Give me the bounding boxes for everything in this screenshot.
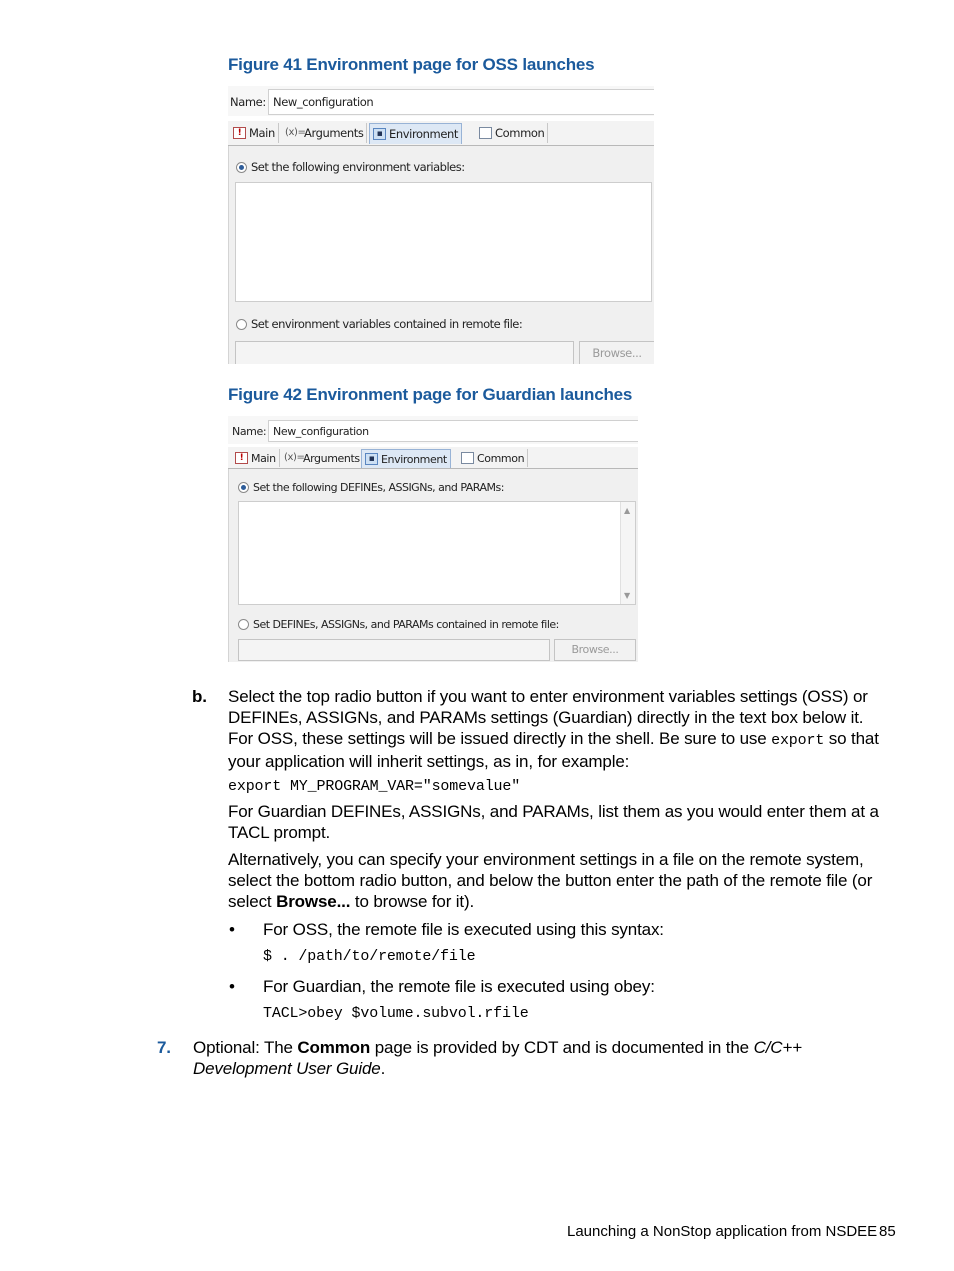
radio-unselected-icon bbox=[238, 619, 249, 630]
environment-panel bbox=[228, 469, 638, 662]
tab-label: Main bbox=[249, 126, 275, 140]
text-span: . bbox=[380, 1059, 386, 1078]
name-label: Name: bbox=[232, 425, 267, 438]
browse-button[interactable]: Browse... bbox=[579, 341, 654, 364]
environment-panel bbox=[228, 146, 654, 364]
tab-common[interactable] bbox=[458, 449, 528, 467]
scrollbar[interactable] bbox=[620, 502, 635, 604]
text-span: to browse for it). bbox=[350, 892, 475, 911]
text-line: Alternatively, you can specify your environment settings in a file on the remote system, bbox=[228, 850, 864, 869]
footer-section-title: Launching a NonStop application from NSDEE bbox=[567, 1223, 878, 1240]
radio-label: Set environment variables contained in remote file: bbox=[251, 317, 523, 331]
main-tab-icon: ! bbox=[233, 127, 246, 139]
tab-main[interactable] bbox=[230, 123, 279, 143]
radio-selected-icon bbox=[238, 482, 249, 493]
name-bar bbox=[228, 416, 638, 444]
code-example: export MY_PROGRAM_VAR="somevalue" bbox=[228, 778, 521, 795]
italic-text: Development User Guide bbox=[193, 1059, 381, 1078]
tab-common[interactable] bbox=[476, 123, 548, 143]
tab-environment[interactable] bbox=[369, 123, 462, 144]
text-line bbox=[228, 728, 908, 751]
text-span: For OSS, these settings will be issued directly in the shell. Be sure to use bbox=[228, 729, 772, 748]
figure-42-screenshot bbox=[228, 416, 638, 662]
tab-label: Arguments bbox=[304, 126, 364, 140]
step-7-label: 7. bbox=[157, 1038, 171, 1057]
inline-code: export bbox=[771, 732, 825, 749]
name-value: New_configuration bbox=[273, 95, 374, 109]
tab-label: Environment bbox=[381, 452, 447, 466]
radio-remote-file[interactable] bbox=[236, 317, 522, 331]
tab-main[interactable] bbox=[232, 449, 280, 467]
tab-label: Environment bbox=[389, 127, 459, 141]
step-7-paragraph bbox=[193, 1037, 893, 1079]
step-b-label: b. bbox=[192, 687, 207, 706]
main-tab-icon: ! bbox=[235, 452, 248, 464]
common-icon bbox=[461, 452, 474, 464]
scroll-up-icon[interactable]: ▲ bbox=[624, 506, 631, 515]
bullet-icon: • bbox=[229, 977, 235, 996]
environment-icon: ▪ bbox=[365, 453, 378, 465]
tab-label: Common bbox=[495, 126, 545, 140]
text-line: select the bottom radio button, and below the button enter the path of the remote file (or bbox=[228, 871, 873, 890]
tab-environment[interactable] bbox=[361, 449, 451, 468]
text-line: For Guardian DEFINEs, ASSIGNs, and PARAMs, list them as you would enter them at a bbox=[228, 802, 879, 821]
bold-text: Browse... bbox=[276, 892, 351, 911]
tab-label: Arguments bbox=[303, 451, 360, 465]
bullet-icon: • bbox=[229, 920, 235, 939]
page-number: 85 bbox=[879, 1223, 896, 1240]
tab-bar bbox=[228, 447, 638, 469]
text-line: your application will inherit settings, as in, for example: bbox=[228, 752, 630, 771]
radio-selected-icon bbox=[236, 162, 247, 173]
name-field[interactable] bbox=[268, 420, 638, 442]
text-line bbox=[193, 1058, 893, 1079]
text-span: page is provided by CDT and is documented in the bbox=[370, 1038, 754, 1057]
tab-bar bbox=[228, 121, 654, 146]
arguments-icon: (x)= bbox=[284, 452, 305, 463]
radio-unselected-icon bbox=[236, 319, 247, 330]
figure-41-caption: Figure 41 Environment page for OSS launches bbox=[228, 55, 595, 74]
bold-text: Common bbox=[297, 1038, 371, 1057]
text-span: select bbox=[228, 892, 277, 911]
figure-41-screenshot bbox=[228, 86, 654, 364]
environment-icon: ▪ bbox=[373, 128, 386, 140]
step-b-paragraph-3 bbox=[228, 849, 908, 912]
bullet-1-code: $ . /path/to/remote/file bbox=[263, 948, 476, 965]
text-line bbox=[193, 1037, 893, 1058]
tab-label: Main bbox=[251, 451, 276, 465]
radio-set-defines[interactable] bbox=[238, 481, 504, 494]
scroll-down-icon[interactable]: ▼ bbox=[624, 591, 631, 600]
radio-remote-file[interactable] bbox=[238, 618, 559, 631]
step-b-paragraph-1 bbox=[228, 686, 908, 772]
italic-text: C/C++ bbox=[753, 1038, 802, 1057]
remote-file-input[interactable] bbox=[238, 639, 550, 661]
name-field[interactable] bbox=[268, 89, 654, 115]
variables-text-area[interactable] bbox=[235, 182, 652, 302]
arguments-icon: (x)= bbox=[285, 127, 306, 138]
bullet-2-code: TACL>obey $volume.subvol.rfile bbox=[263, 1005, 529, 1022]
defines-text-area[interactable] bbox=[238, 501, 636, 605]
text-span: so that bbox=[824, 729, 879, 748]
remote-file-input[interactable] bbox=[235, 341, 574, 364]
tab-label: Common bbox=[477, 451, 525, 465]
name-bar bbox=[228, 86, 654, 116]
bullet-2-text: For Guardian, the remote file is executed using obey: bbox=[263, 977, 655, 996]
tab-arguments[interactable] bbox=[282, 123, 367, 143]
name-label: Name: bbox=[230, 95, 266, 109]
bullet-1-text: For OSS, the remote file is executed using this syntax: bbox=[263, 920, 664, 939]
radio-set-variables[interactable] bbox=[236, 160, 465, 174]
radio-label: Set the following DEFINEs, ASSIGNs, and PARAMs: bbox=[253, 481, 504, 494]
browse-button[interactable]: Browse... bbox=[554, 639, 636, 661]
step-b-paragraph-2 bbox=[228, 801, 908, 843]
text-line bbox=[228, 891, 908, 912]
tab-arguments[interactable] bbox=[281, 449, 364, 467]
text-line: DEFINEs, ASSIGNs, and PARAMs settings (Guardian) directly in the text box below it. bbox=[228, 708, 864, 727]
common-icon bbox=[479, 127, 492, 139]
text-span: Optional: The bbox=[193, 1038, 298, 1057]
text-line: TACL prompt. bbox=[228, 823, 331, 842]
text-line: Select the top radio button if you want to enter environment variables settings (OSS) or bbox=[228, 687, 868, 706]
radio-label: Set DEFINEs, ASSIGNs, and PARAMs contained in remote file: bbox=[253, 618, 559, 631]
radio-label: Set the following environment variables: bbox=[251, 160, 465, 174]
name-value: New_configuration bbox=[273, 425, 369, 438]
figure-42-caption: Figure 42 Environment page for Guardian launches bbox=[228, 385, 633, 404]
